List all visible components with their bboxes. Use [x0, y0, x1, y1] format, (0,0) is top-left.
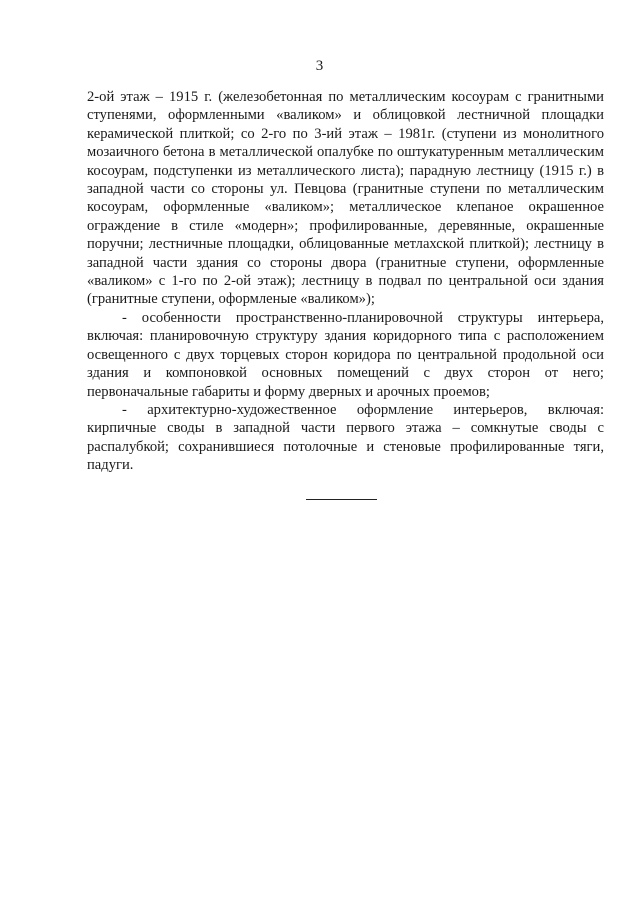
document-body: [87, 88, 604, 475]
paragraph-spatial-planning: - особенности пространственно-планировочной структуры интерьера, включая: планировочную структуру здания коридорного типа с расположением освещенного с двух торцевых сторон коридора по центральной продольной оси здания и компоновкой основных помещений с двух сторон от него; первоначальные габариты и форму дверных и арочных проемов;: [87, 309, 604, 400]
paragraph-interior-decoration: - архитектурно-художественное оформление интерьеров, включая: кирпичные своды в западной части первого этажа – сомкнутые своды с распалубкой; сохранившиеся потолочные и стеновые профилированные тяги, падуги.: [87, 401, 604, 474]
paragraph-staircases: 2-ой этаж – 1915 г. (железобетонная по металлическим косоурам с гранитными ступенями, оформленными «валиком» и облицовкой лестничной площадки керамической плиткой; со 2-го по 3-ий этаж – 1981г. (ступени из монолитного мозаичного бетона в металлической опалубке по оштукатуренным металлическим косоурам, подступенки из металлического листа); парадную лестницу (1915 г.) в западной части со стороны ул. Певцова (гранитные ступени по металлическим косоурам, оформленные «валиком»; металлическое клепаное окрашенное ограждение в стиле «модерн»; профилированные, деревянные, окрашенные поручни; лестничные площадки, облицованные метлахской плиткой); лестницу в западной части здания со стороны двора (гранитные ступени, оформленные «валиком» с 1-го по 2-ой этаж); лестницу в подвал по центральной оси здания (гранитные ступени, оформленые «валиком»);: [87, 89, 604, 308]
page-number: 3: [315, 58, 324, 74]
end-divider-line: [306, 499, 377, 500]
